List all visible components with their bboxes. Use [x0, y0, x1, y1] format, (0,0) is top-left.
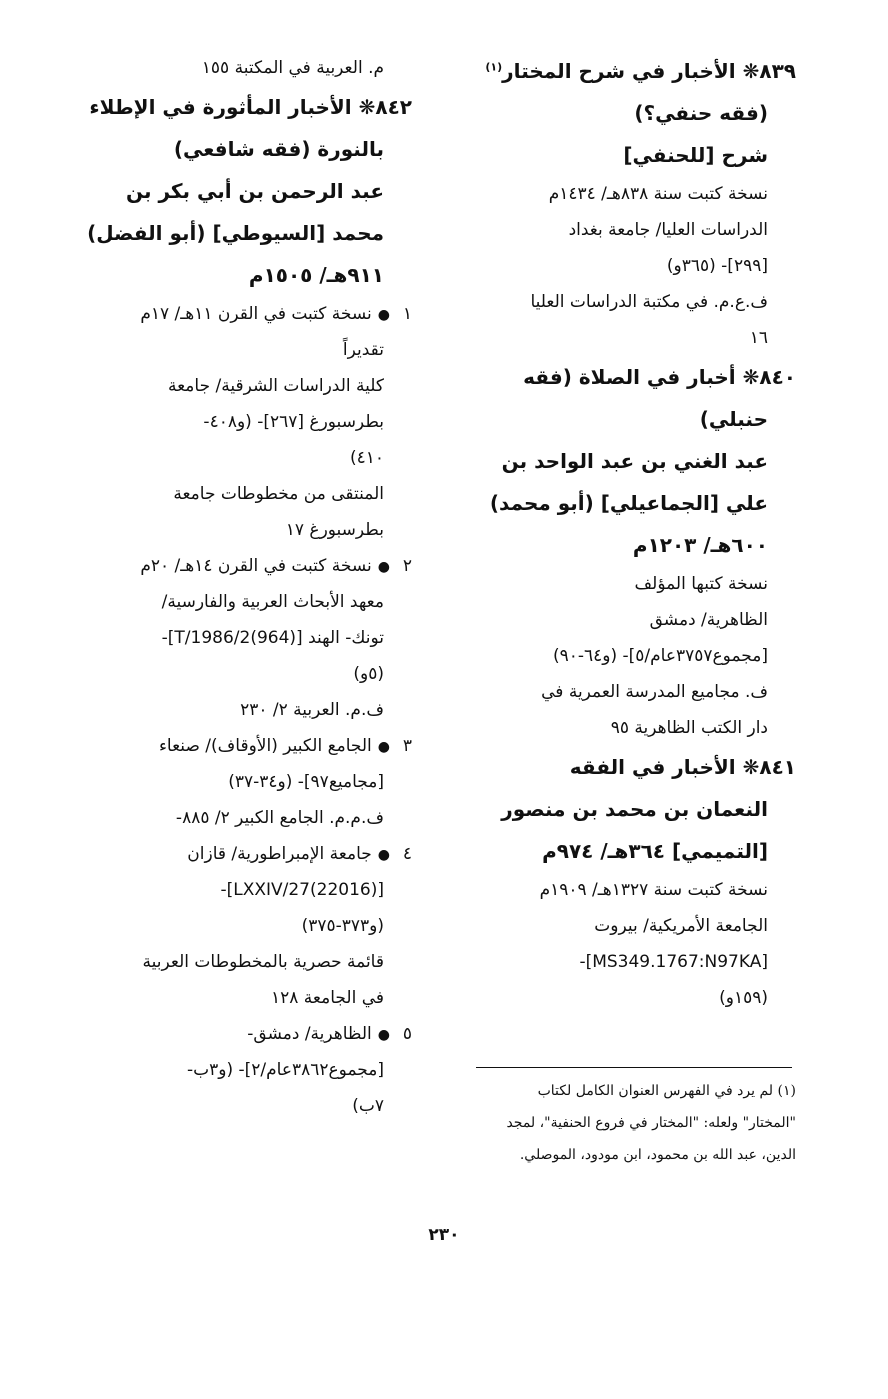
copy-date: نسخة كتبت سنة ١٣٢٧هـ/ ١٩٠٩م — [539, 880, 768, 900]
footnote-line: "المختار" ولعله: "المختار في فروع الحنفية"، لمجد — [506, 1115, 796, 1131]
manuscript-list — [76, 296, 412, 1124]
footnote-ref: (١) — [485, 60, 503, 74]
entry-author-cont: علي [الجماعيلي] (أبو محمد) — [489, 491, 768, 515]
item-text: نسخة كتبت في القرن ١٤هـ/ ٢٠م — [140, 556, 372, 576]
entry-heading — [460, 746, 796, 788]
list-item-line: [LXXIV/27(22016)]- — [220, 880, 384, 900]
catalog-ref-cont: ١٦ — [749, 328, 768, 348]
page-number: ٢٣٠ — [428, 1225, 460, 1245]
entry-title: الأخبار في شرح المختار — [502, 59, 736, 83]
entry-subject: حنبلي) — [699, 407, 768, 431]
catalog-ref-cont: دار الكتب الظاهرية ٩٥ — [610, 718, 768, 738]
entry-number: ٨٤٠❋ — [742, 365, 796, 389]
item-text: الظاهرية/ دمشق- — [247, 1024, 372, 1044]
entry-author: عبد الرحمن بن أبي بكر بن — [125, 179, 384, 203]
entry-heading — [76, 86, 412, 128]
list-item-line: المنتقى من مخطوطات جامعة — [173, 484, 384, 504]
author-death-date: ٦٠٠هـ/ ١٢٠٣م — [632, 533, 768, 557]
list-item-line: بطرسبورغ [٢٦٧]- (و٤٠٨- — [203, 412, 384, 432]
item-text: نسخة كتبت في القرن ١١هـ/ ١٧م — [140, 304, 372, 324]
entry-number: ٨٣٩❋ — [742, 59, 796, 83]
list-item-line: [مجموع٣٨٦٢عام/٢]- (و٣ب- — [186, 1060, 384, 1080]
entry-title: أخبار في الصلاة (فقه — [523, 365, 736, 389]
bullet-icon: ● — [377, 847, 390, 863]
list-item-line: [مجاميع٩٧]- (و٣٤-٣٧) — [228, 772, 384, 792]
footnote-line: الدين، عبد الله بن محمود، ابن مودود، الموصلي. — [519, 1147, 796, 1163]
shelfmark: [MS349.1767:N97KA]- — [579, 952, 768, 972]
list-item-line: كلية الدراسات الشرقية/ جامعة — [167, 376, 384, 396]
item-number: ٥ — [402, 1024, 412, 1044]
entry-heading — [460, 356, 796, 398]
library: الجامعة الأمريكية/ بيروت — [594, 916, 768, 936]
list-item — [76, 296, 412, 332]
list-item — [76, 1016, 412, 1052]
list-item — [76, 548, 412, 584]
catalog-ref: م. العربية في المكتبة ١٥٥ — [201, 58, 384, 78]
entry-title: الأخبار في الفقه — [569, 755, 736, 779]
bullet-icon: ● — [377, 1027, 390, 1043]
bullet-icon: ● — [377, 739, 390, 755]
list-item-line: (و٣٧٣-٣٧٥) — [301, 916, 384, 936]
list-item-line: ف.م. العربية ٢/ ٢٣٠ — [240, 700, 384, 720]
list-item — [76, 836, 412, 872]
entry-author: النعمان بن محمد بن منصور — [501, 797, 768, 821]
list-item-line: ٤١٠) — [349, 448, 384, 468]
list-item-line: بطرسبورغ ١٧ — [285, 520, 384, 540]
copy-note: نسخة كتبها المؤلف — [634, 574, 768, 594]
item-number: ٤ — [402, 844, 412, 864]
list-item-line: (٥و) — [353, 664, 384, 684]
entry-author: شرح [للحنفي] — [623, 143, 768, 167]
entry-number: ٨٤١❋ — [742, 755, 796, 779]
shelfmark: [٢٩٩]- (٣٦٥و) — [666, 256, 768, 276]
right-column — [460, 50, 796, 1016]
entry-subject: بالنورة (فقه شافعي) — [173, 137, 384, 161]
folio-range: (١٥٩و) — [719, 988, 768, 1008]
item-text: جامعة الإمبراطورية/ قازان — [187, 844, 372, 864]
list-item-line: ٧ب) — [352, 1096, 384, 1116]
entry-heading — [460, 50, 796, 92]
item-number: ١ — [402, 304, 412, 324]
left-column — [76, 50, 412, 1124]
catalog-ref: ف. مجاميع المدرسة العمرية في — [541, 682, 768, 702]
footnote — [460, 1075, 796, 1171]
entry-author-cont: [التميمي] ٣٦٤هـ/ ٩٧٤م — [542, 839, 768, 863]
library: الدراسات العليا/ جامعة بغداد — [568, 220, 768, 240]
footnote-divider — [476, 1067, 792, 1068]
entry-author-cont: محمد [السيوطي] (أبو الفضل) — [87, 221, 384, 245]
entry-author: عبد الغني بن عبد الواحد بن — [501, 449, 768, 473]
entry-subject: (فقه حنفي؟) — [634, 101, 768, 125]
bullet-icon: ● — [377, 307, 390, 323]
list-item — [76, 728, 412, 764]
item-number: ٣ — [402, 736, 412, 756]
catalog-ref: ف.ع.م. في مكتبة الدراسات العليا — [530, 292, 768, 312]
list-item-line: قائمة حصرية بالمخطوطات العربية — [142, 952, 384, 972]
list-item-line: معهد الأبحاث العربية والفارسية/ — [161, 592, 384, 612]
entry-title: الأخبار المأثورة في الإطلاء — [89, 95, 352, 119]
list-item-line: تقديراً — [342, 340, 384, 360]
shelfmark: [مجموع٣٧٥٧عام/٥]- (و٦٤-٩٠) — [552, 646, 768, 666]
list-item-line: ف.م.م. الجامع الكبير ٢/ ٨٨٥- — [175, 808, 384, 828]
library: الظاهرية/ دمشق — [649, 610, 768, 630]
author-death-date: ٩١١هـ/ ١٥٠٥م — [248, 263, 384, 287]
item-text: الجامع الكبير (الأوقاف)/ صنعاء — [158, 736, 372, 756]
list-item-line: في الجامعة ١٢٨ — [271, 988, 384, 1008]
footnote-line: (١) لم يرد في الفهرس العنوان الكامل لكتاب — [537, 1083, 796, 1099]
copy-date: نسخة كتبت سنة ٨٣٨هـ/ ١٤٣٤م — [548, 184, 768, 204]
list-item-line: تونك- الهند [T/1986/2(964)]- — [161, 628, 384, 648]
item-number: ٢ — [402, 556, 412, 576]
entry-number: ٨٤٢❋ — [358, 95, 412, 119]
bullet-icon: ● — [377, 559, 390, 575]
